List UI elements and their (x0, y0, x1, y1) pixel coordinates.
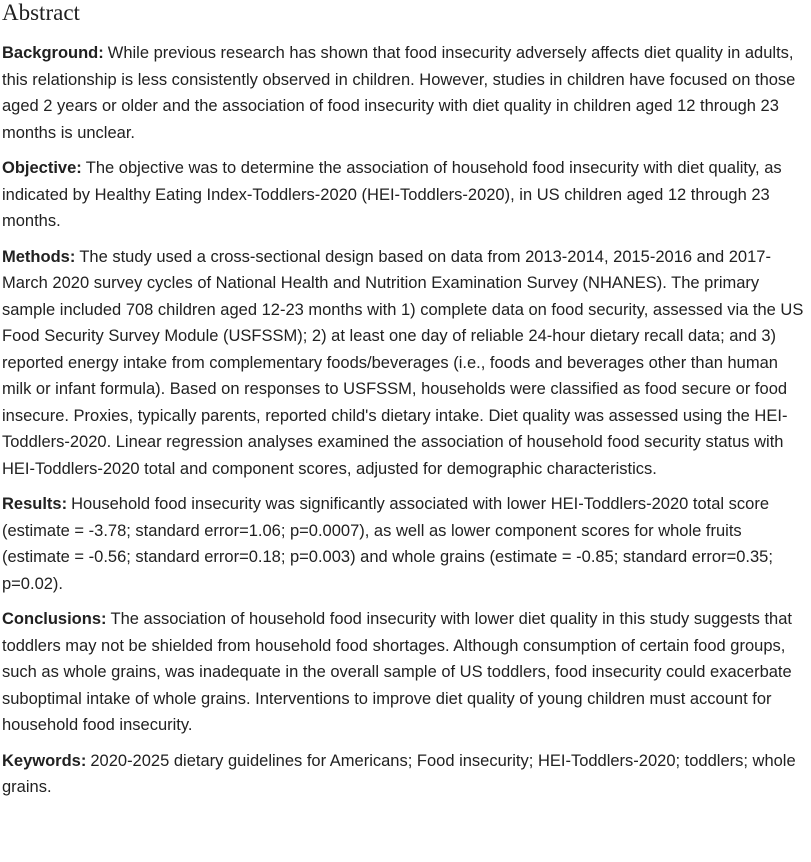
section-label: Background: (2, 44, 104, 62)
section-label: Methods: (2, 247, 76, 266)
section-text: The objective was to determine the association of household food insecurity with diet quality, as indicated by Healthy Eating Index-Toddlers-2020 (HEI-Toddlers-2020), in US children aged 12 through 23 months. (2, 159, 782, 230)
section-conclusions (2, 606, 808, 739)
section-objective (2, 155, 808, 235)
abstract-heading: Abstract (2, 0, 80, 25)
section-background (2, 40, 808, 146)
section-text: The association of household food insecurity with lower diet quality in this study suggests that toddlers may not be shielded from household food shortages. Although consumption of certain food groups, such as whole grains, was inadequate in the overall sample of US toddlers, food insecurity could exacerbate suboptimal intake of whole grains. Interventions to improve diet quality of young children must account for household food insecurity. (2, 610, 792, 734)
section-text: Household food insecurity was significantly associated with lower HEI-Toddlers-2020 total score (estimate = -3.78; standard error=1.06; p=0.0007), as well as lower component scores for whole fruits (estimate = -0.56; standard error=0.18; p=0.003) and whole grains (estimate = -0.85; standard error=0.35; p=0.02). (2, 495, 773, 593)
section-keywords (2, 748, 808, 801)
section-label: Results: (2, 495, 68, 513)
section-label: Objective: (2, 159, 82, 177)
section-text: While previous research has shown that food insecurity adversely affects diet quality in adults, this relationship is less consistently observed in children. However, studies in children have focused on those aged 2 years or older and the association of food insecurity with diet quality in children aged 12 through 23 months is unclear. (2, 44, 796, 142)
section-text: The study used a cross-sectional design based on data from 2013-2014, 2015-2016 and 2017-March 2020 survey cycles of National Health and Nutrition Examination Survey (NHANES). The primary sample included 708 children aged 12-23 months with 1) complete data on food security, assessed via the US Food Security Survey Module (USFSSM); 2) at least one day of reliable 24-hour dietary recall data; and 3) reported energy intake from complementary foods/beverages (i.e., foods and beverages other than human milk or infant formula). Based on responses to USFSSM, households were classified as food secure or food insecure. Proxies, typically parents, reported child's dietary intake. Diet quality was assessed using the HEI-Toddlers-2020. Linear regression analyses examined the association of household food security status with HEI-Toddlers-2020 total and component scores, adjusted for demographic characteristics. (2, 247, 804, 478)
section-label: Conclusions: (2, 610, 107, 628)
section-results (2, 491, 808, 597)
section-methods (2, 244, 808, 483)
section-label: Keywords: (2, 751, 87, 770)
section-text: 2020-2025 dietary guidelines for Americans; Food insecurity; HEI-Toddlers-2020; toddlers; whole grains. (2, 751, 796, 796)
